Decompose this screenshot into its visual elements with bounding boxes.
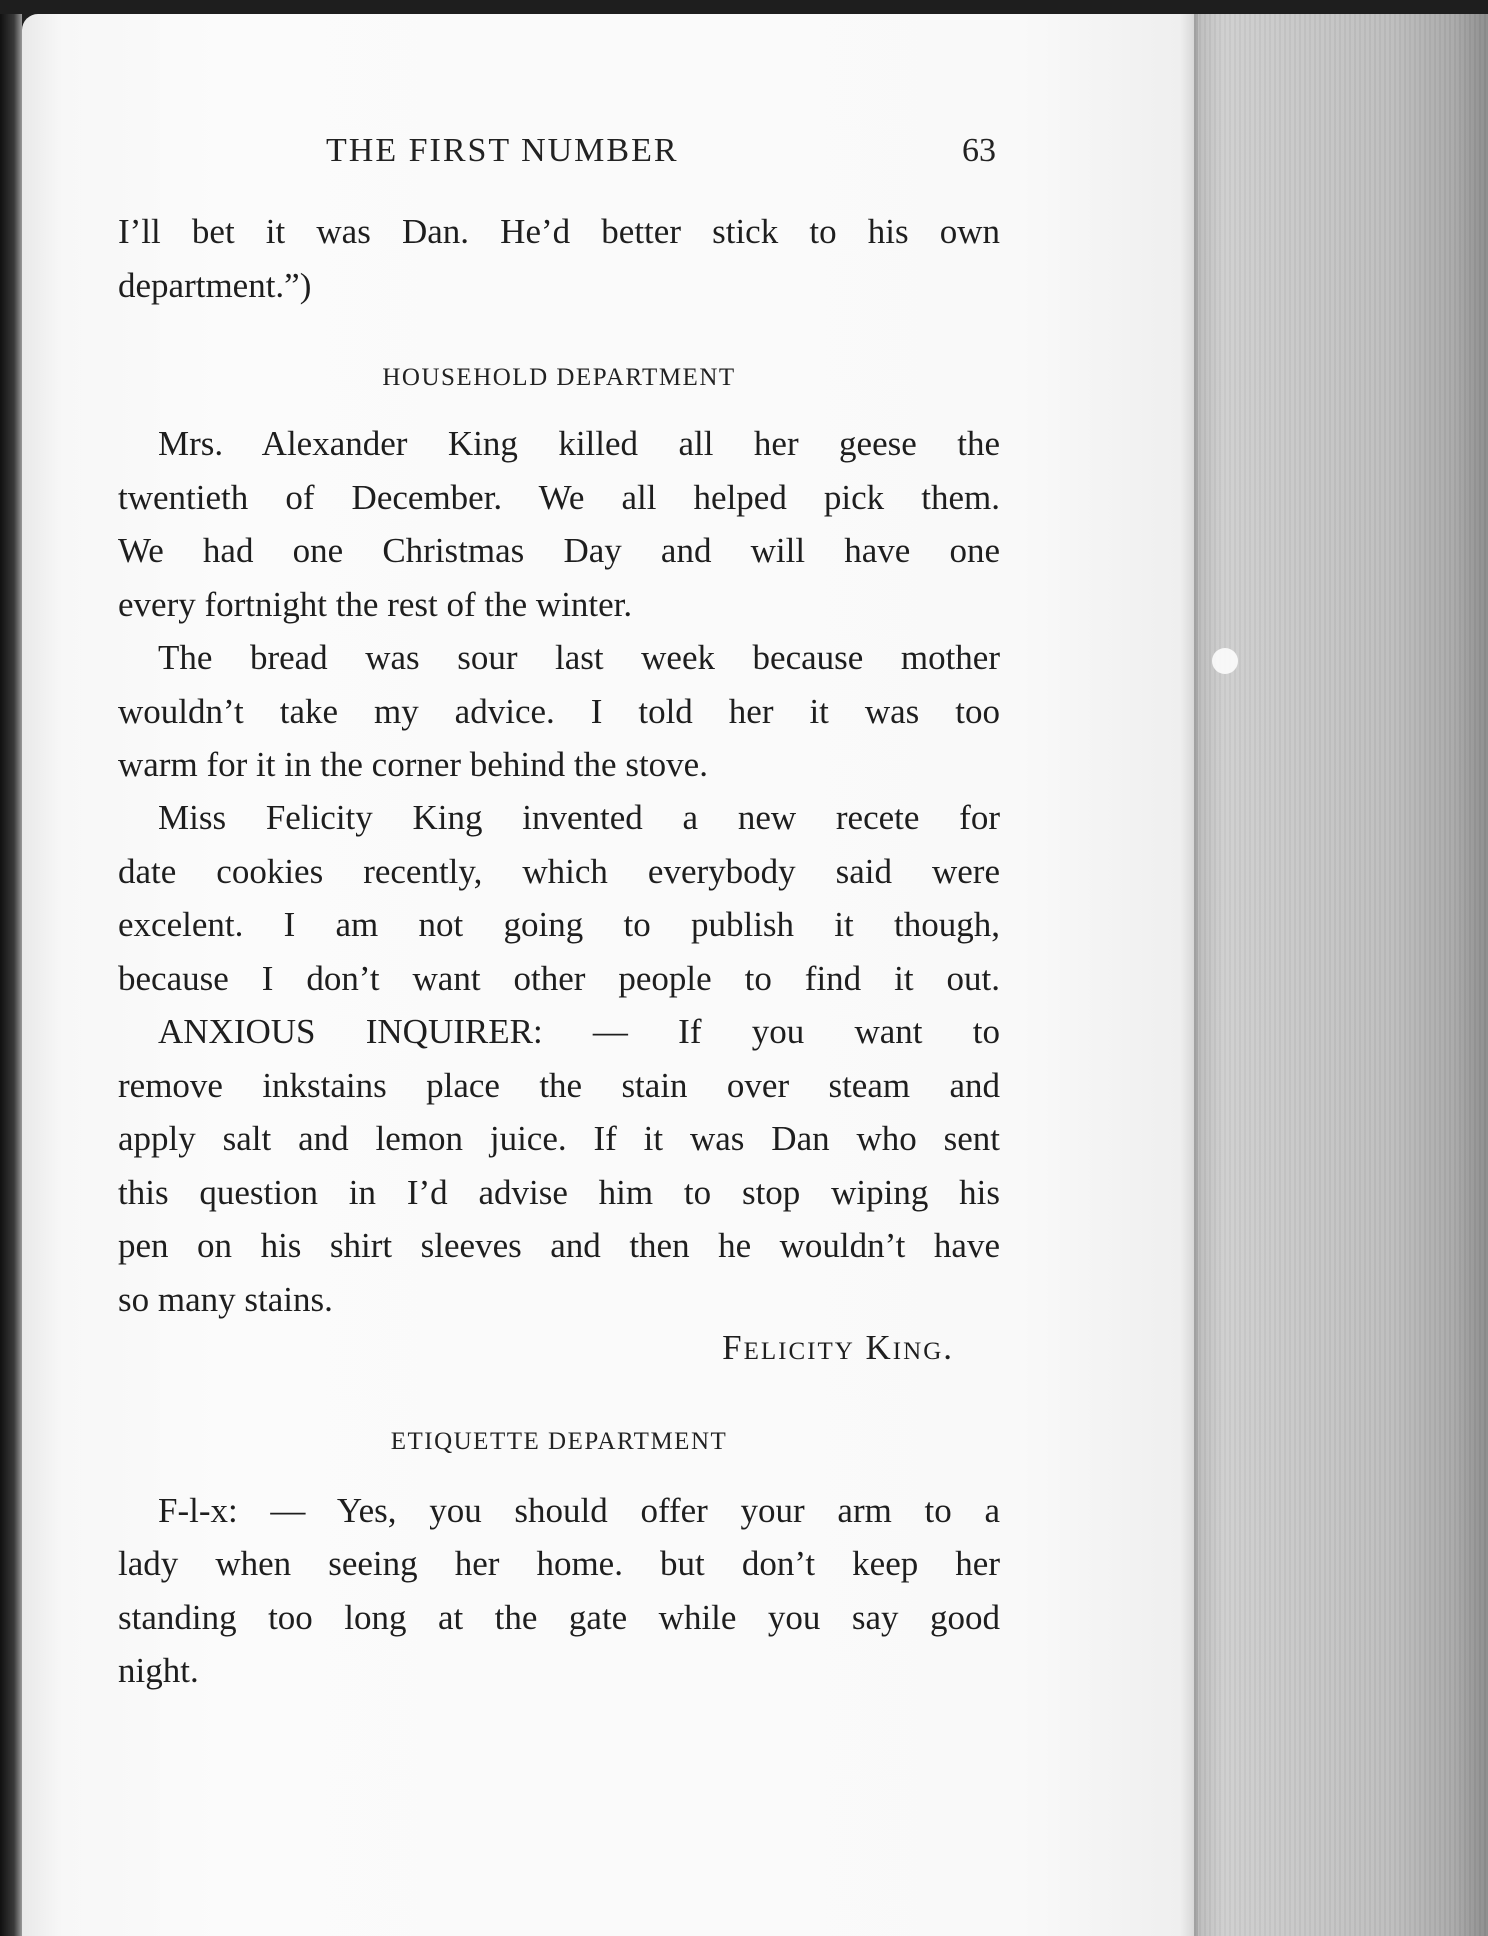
page-edges <box>1194 14 1488 1936</box>
text-line: lady when seeing her home. but don’t keep her <box>118 1544 1000 1583</box>
text-line: date cookies recently, which everybody said were <box>118 852 1000 891</box>
text-line: We had one Christmas Day and will have one <box>118 531 1000 570</box>
text-line: excelent. I am not going to publish it though, <box>118 905 1000 944</box>
running-head-title: THE FIRST NUMBER <box>326 132 679 169</box>
text-line: warm for it in the corner behind the stove. <box>118 745 708 784</box>
page-fold-shadow <box>1180 14 1198 1936</box>
section-heading-household: HOUSEHOLD DEPARTMENT <box>382 364 736 391</box>
text-line: apply salt and lemon juice. If it was Dan who sent <box>118 1119 1000 1158</box>
signature-felicity-king: Felicity King. <box>722 1328 954 1367</box>
text-line: this question in I’d advise him to stop wiping his <box>118 1173 1000 1212</box>
text-line: department.”) <box>118 266 312 305</box>
text-line: remove inkstains place the stain over steam and <box>118 1066 1000 1105</box>
text-line: F-l-x: — Yes, you should offer your arm to a <box>158 1491 1000 1530</box>
text-line: night. <box>118 1651 199 1690</box>
page-number: 63 <box>962 132 996 169</box>
text-line: Mrs. Alexander King killed all her geese the <box>158 424 1000 463</box>
text-line: twentieth of December. We all helped pick them. <box>118 478 1000 517</box>
text-line: every fortnight the rest of the winter. <box>118 585 633 624</box>
text-line: standing too long at the gate while you say good <box>118 1598 1000 1637</box>
section-heading-etiquette: ETIQUETTE DEPARTMENT <box>390 1428 728 1455</box>
text-line: I’ll bet it was Dan. He’d better stick to his own <box>118 212 1000 251</box>
text-line: The bread was sour last week because mother <box>158 638 1000 677</box>
book-spine-shadow <box>0 14 22 1936</box>
text-line: ANXIOUS INQUIRER: — If you want to <box>158 1012 1000 1051</box>
text-line: Miss Felicity King invented a new recete for <box>158 798 1000 837</box>
text-line: wouldn’t take my advice. I told her it was too <box>118 692 1000 731</box>
text-line: so many stains. <box>118 1280 333 1319</box>
text-line: pen on his shirt sleeves and then he wouldn’t have <box>118 1226 1000 1265</box>
paper-speck <box>1212 648 1238 674</box>
text-line: because I don’t want other people to find it out. <box>118 959 1000 998</box>
running-head <box>118 132 1000 172</box>
